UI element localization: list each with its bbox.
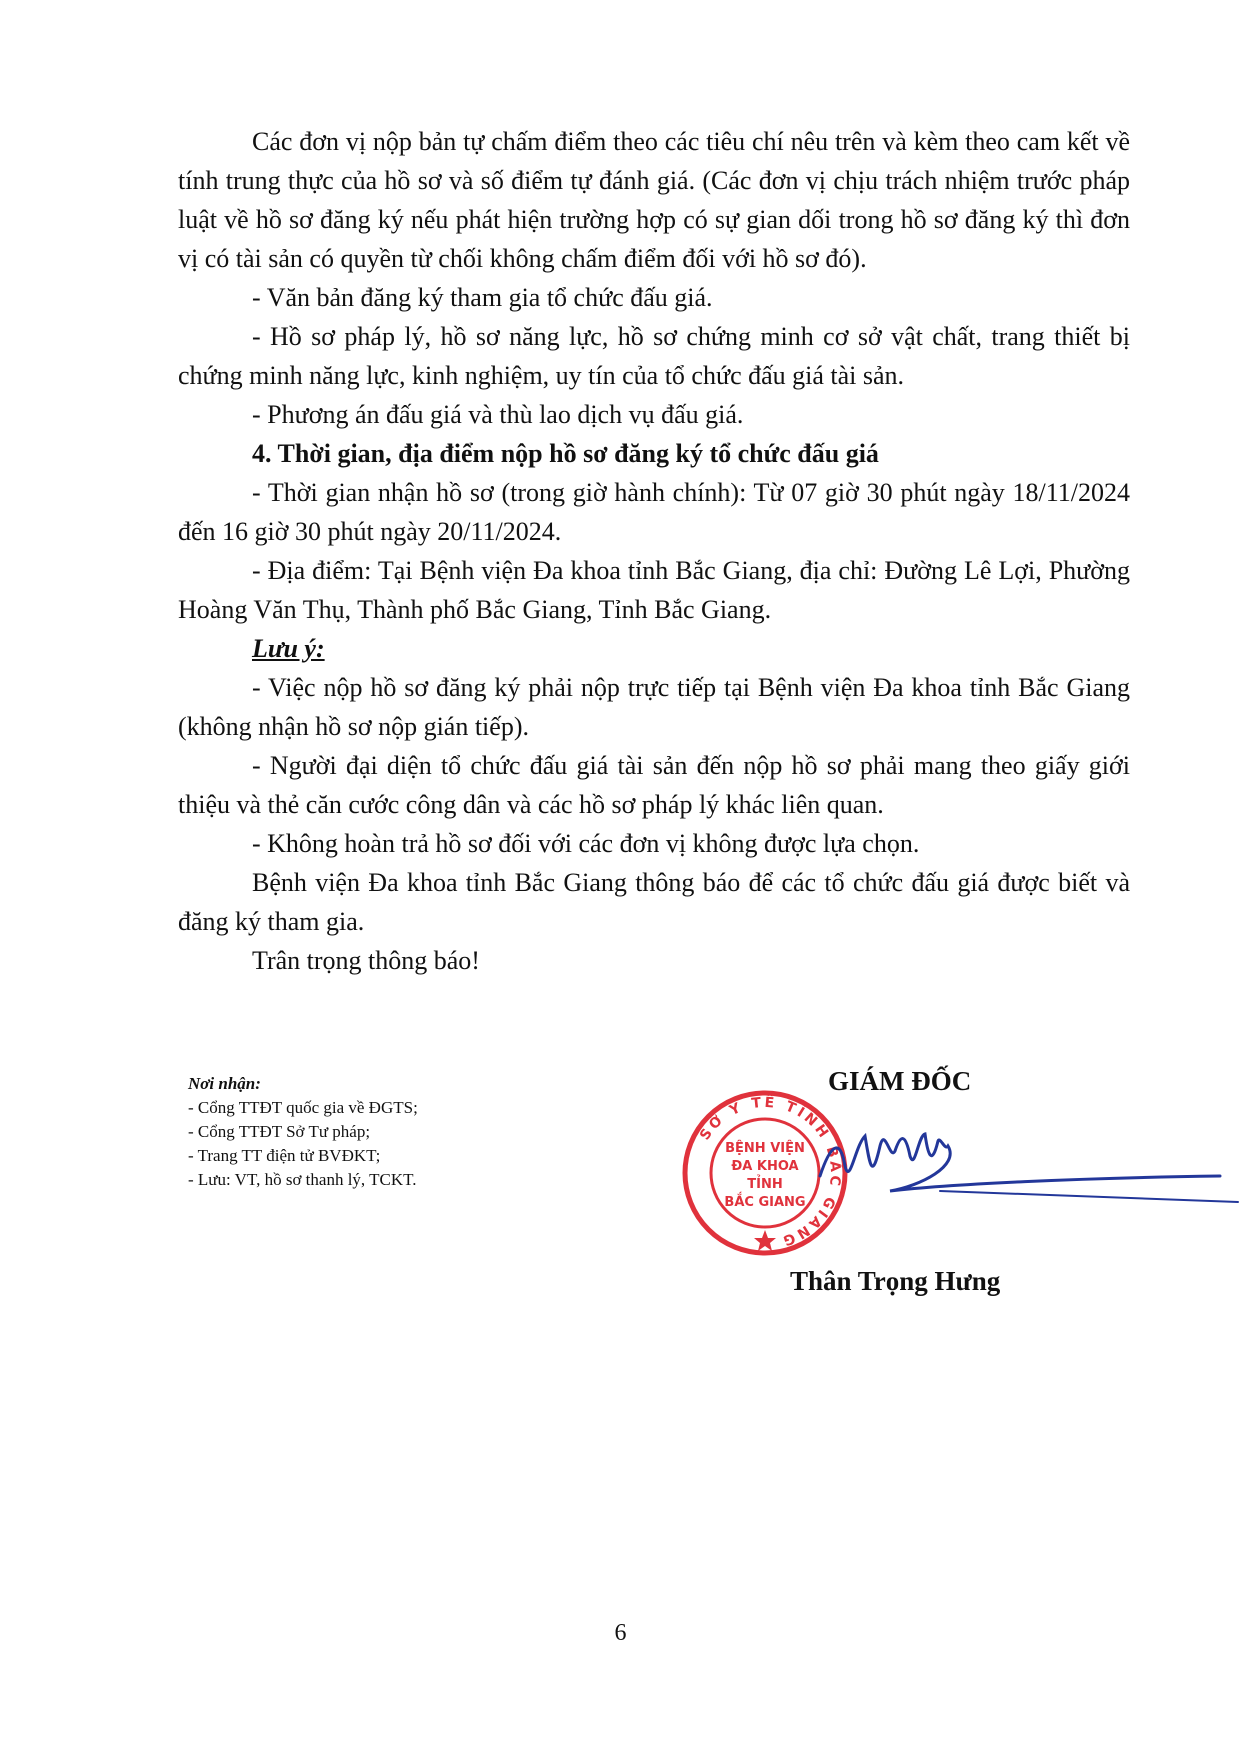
- svg-text:BẮC GIANG: BẮC GIANG: [724, 1195, 806, 1210]
- svg-text:TỈNH: TỈNH: [747, 1177, 783, 1192]
- handwritten-signature-icon: [800, 1106, 1240, 1206]
- note-item-representative: - Người đại diện tổ chức đấu giá tài sản đến nộp hồ sơ phải mang theo giấy giới thiệu và thẻ căn cước công dân và các hồ sơ pháp lý khác liên quan.: [178, 751, 1130, 819]
- paragraph-self-scoring: Các đơn vị nộp bản tự chấm điểm theo các tiêu chí nêu trên và kèm theo cam kết về tính trung thực của hồ sơ và số điểm tự đánh giá. (Các đơn vị chịu trách nhiệm trước pháp luật về hồ sơ đăng ký nếu phát hiện trường hợp có sự gian dối trong hồ sơ đăng ký thì đơn vị có tài sản có quyền từ chối không chấm điểm đối với hồ sơ đó).: [178, 127, 1130, 273]
- recipient-item: - Cổng TTĐT quốc gia về ĐGTS;: [188, 1098, 418, 1117]
- note-title: Lưu ý:: [252, 634, 325, 663]
- note-item-direct-submission: - Việc nộp hồ sơ đăng ký phải nộp trực tiếp tại Bệnh viện Đa khoa tỉnh Bắc Giang (không nhận hồ sơ nộp gián tiếp).: [178, 673, 1130, 741]
- signer-position: GIÁM ĐỐC: [828, 1066, 972, 1096]
- svg-text:ĐA KHOA: ĐA KHOA: [731, 1159, 799, 1174]
- recipient-item: - Trang TT điện tử BVĐKT;: [188, 1146, 381, 1165]
- recipient-item: - Lưu: VT, hồ sơ thanh lý, TCKT.: [188, 1170, 417, 1189]
- paragraph-announcement: Bệnh viện Đa khoa tỉnh Bắc Giang thông báo để các tổ chức đấu giá được biết và đăng ký tham gia.: [178, 868, 1130, 936]
- section-heading-4: 4. Thời gian, địa điểm nộp hồ sơ đăng ký tổ chức đấu giá: [252, 439, 879, 468]
- signature-block: [680, 1066, 1240, 1316]
- recipients-title: Nơi nhận:: [188, 1074, 261, 1093]
- recipient-item: - Cổng TTĐT Sở Tư pháp;: [188, 1122, 371, 1141]
- paragraph-auction-plan: - Phương án đấu giá và thù lao dịch vụ đấu giá.: [252, 400, 744, 429]
- paragraph-registration-letter: - Văn bản đăng ký tham gia tổ chức đấu giá.: [252, 283, 713, 312]
- signer-name: Thân Trọng Hưng: [790, 1266, 1001, 1296]
- body-text: [178, 122, 1130, 980]
- page-number: 6: [614, 1620, 627, 1646]
- paragraph-legal-documents: - Hồ sơ pháp lý, hồ sơ năng lực, hồ sơ chứng minh cơ sở vật chất, trang thiết bị chứng minh năng lực, kinh nghiệm, uy tín của tổ chức đấu giá tài sản.: [178, 322, 1130, 390]
- paragraph-receiving-time: - Thời gian nhận hồ sơ (trong giờ hành chính): Từ 07 giờ 30 phút ngày 18/11/2024 đến 16 giờ 30 phút ngày 20/11/2024.: [178, 478, 1130, 546]
- paragraph-closing: Trân trọng thông báo!: [252, 946, 480, 975]
- note-item-no-return: - Không hoàn trả hồ sơ đối với các đơn vị không được lựa chọn.: [252, 829, 920, 858]
- paragraph-location: - Địa điểm: Tại Bệnh viện Đa khoa tỉnh Bắc Giang, địa chỉ: Đường Lê Lợi, Phường Hoàng Văn Thụ, Thành phố Bắc Giang, Tỉnh Bắc Giang.: [178, 556, 1130, 624]
- svg-text:SỞ Y TẾ TỈNH BẮC GIANG: SỞ Y TẾ TỈNH BẮC GIANG: [696, 1094, 844, 1250]
- recipients-block: [188, 1072, 418, 1192]
- svg-text:BỆNH VIỆN: BỆNH VIỆN: [725, 1141, 805, 1156]
